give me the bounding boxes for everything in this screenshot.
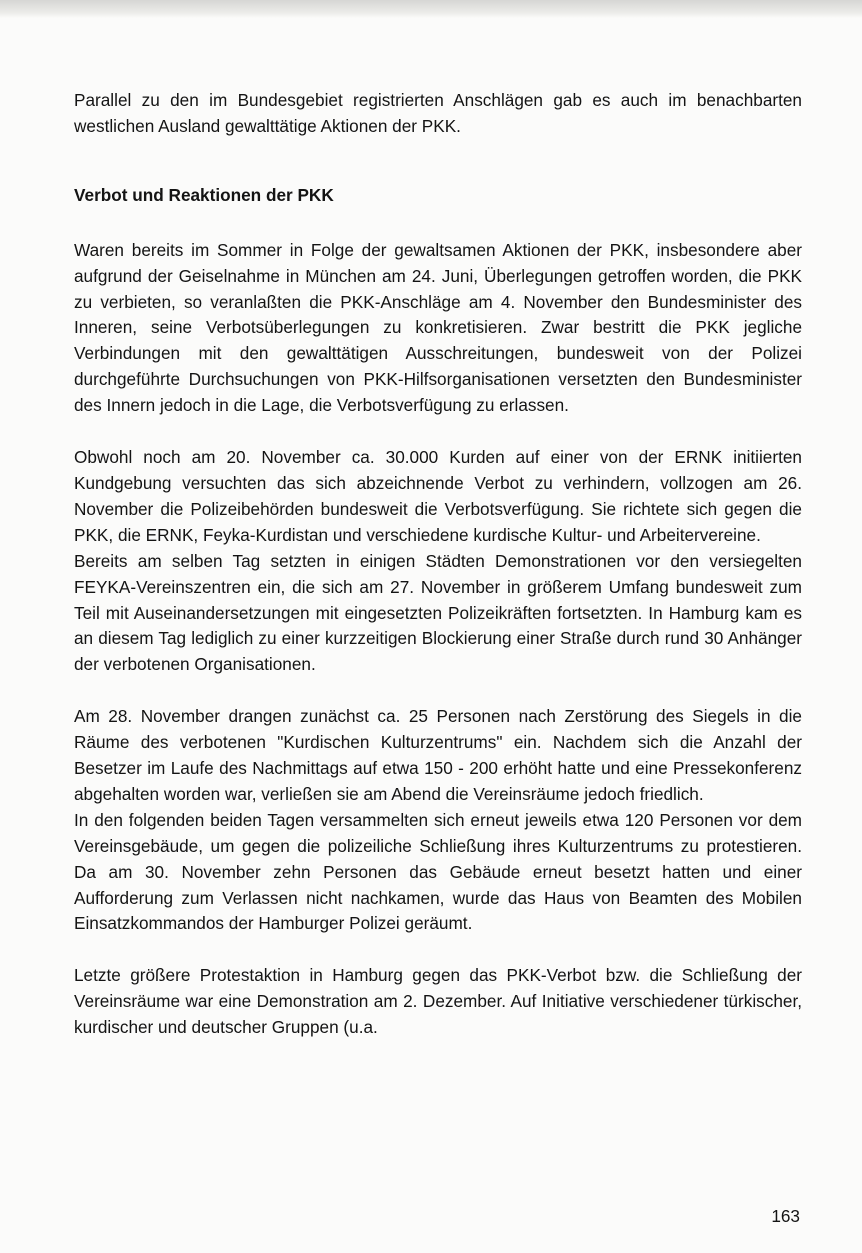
section-heading: Verbot und Reaktionen der PKK [74,184,334,205]
page-number: 163 [771,1206,800,1226]
paragraph-raeumung: In den folgenden beiden Tagen versammelten sich erneut jeweils etwa 120 Personen vor dem Vereinsgebäude, um gegen die polizeiliche Schließung ihres Kulturzentrums zu protestieren. Da am 30. November zehn Personen das Gebäude erneut besetzt hatten und einer Aufforderung zum Verlassen nicht nachkamen, wurde das Haus von Beamten des Mobilen Einsatzkommandos der Hamburger Polizei geräumt. [74,809,802,934]
paragraph-demonstrationen: Bereits am selben Tag setzten in einigen Städten Demonstrationen vor den versiegelten FEYKA-Vereinszentren ein, die sich am 27. November in größerem Umfang bundesweit zum Teil mit Auseinandersetzungen mit eingesetzten Polizeikräften fortsetzten. In Hamburg kam es an diesem Tag lediglich zu einer kurzzeitigen Blockierung einer Straße durch rund 30 Anhänger der verbotenen Organisationen. [74,550,802,675]
paragraph-kundgebung: Obwohl noch am 20. November ca. 30.000 Kurden auf einer von der ERNK initiierten Kundgebung versuchten das sich abzeichnende Verbot zu verhindern, vollzogen am 26. November die Polizeibehörden bundesweit die Verbotsverfügung. Sie richtete sich gegen die PKK, die ERNK, Feyka-Kurdistan und verschiedene kurdische Kultur- und Arbeitervereine. [74,447,802,545]
intro-paragraph: Parallel zu den im Bundesgebiet registrierten Anschlägen gab es auch im benachbarten westlichen Ausland gewalttätige Aktionen der PKK. [74,90,802,136]
scan-top-edge [0,0,862,18]
document-body [74,88,802,1041]
paragraph-verbot: Waren bereits im Sommer in Folge der gewaltsamen Aktionen der PKK, insbesondere aber aufgrund der Geiselnahme in München am 24. Juni, Überlegungen getroffen worden, die PKK zu verbieten, so veranlaßten die PKK-Anschläge am 4. November den Bundesminister des Inneren, seine Verbotsüberlegungen zu konkretisieren. Zwar bestritt die PKK jegliche Verbindungen mit den gewalttätigen Ausschreitungen, bundesweit von der Polizei durchgeführte Durchsuchungen von PKK-Hilfsorganisationen versetzten den Bundesminister des Innern jedoch in die Lage, die Verbotsverfügung zu erlassen. [74,239,802,416]
paragraph-besetzung: Am 28. November drangen zunächst ca. 25 Personen nach Zerstörung des Siegels in die Räume des verbotenen "Kurdischen Kulturzentrums" ein. Nachdem sich die Anzahl der Besetzer im Laufe des Nachmittags auf etwa 150 - 200 erhöht hatte und eine Pressekonferenz abgehalten worden war, verließen sie am Abend die Vereinsräume jedoch friedlich. [74,706,802,804]
paragraph-protestaktion: Letzte größere Protestaktion in Hamburg gegen das PKK-Verbot bzw. die Schließung der Vereinsräume war eine Demonstration am 2. Dezember. Auf Initiative verschiedener türkischer, kurdischer und deutscher Gruppen (u.a. [74,965,802,1038]
